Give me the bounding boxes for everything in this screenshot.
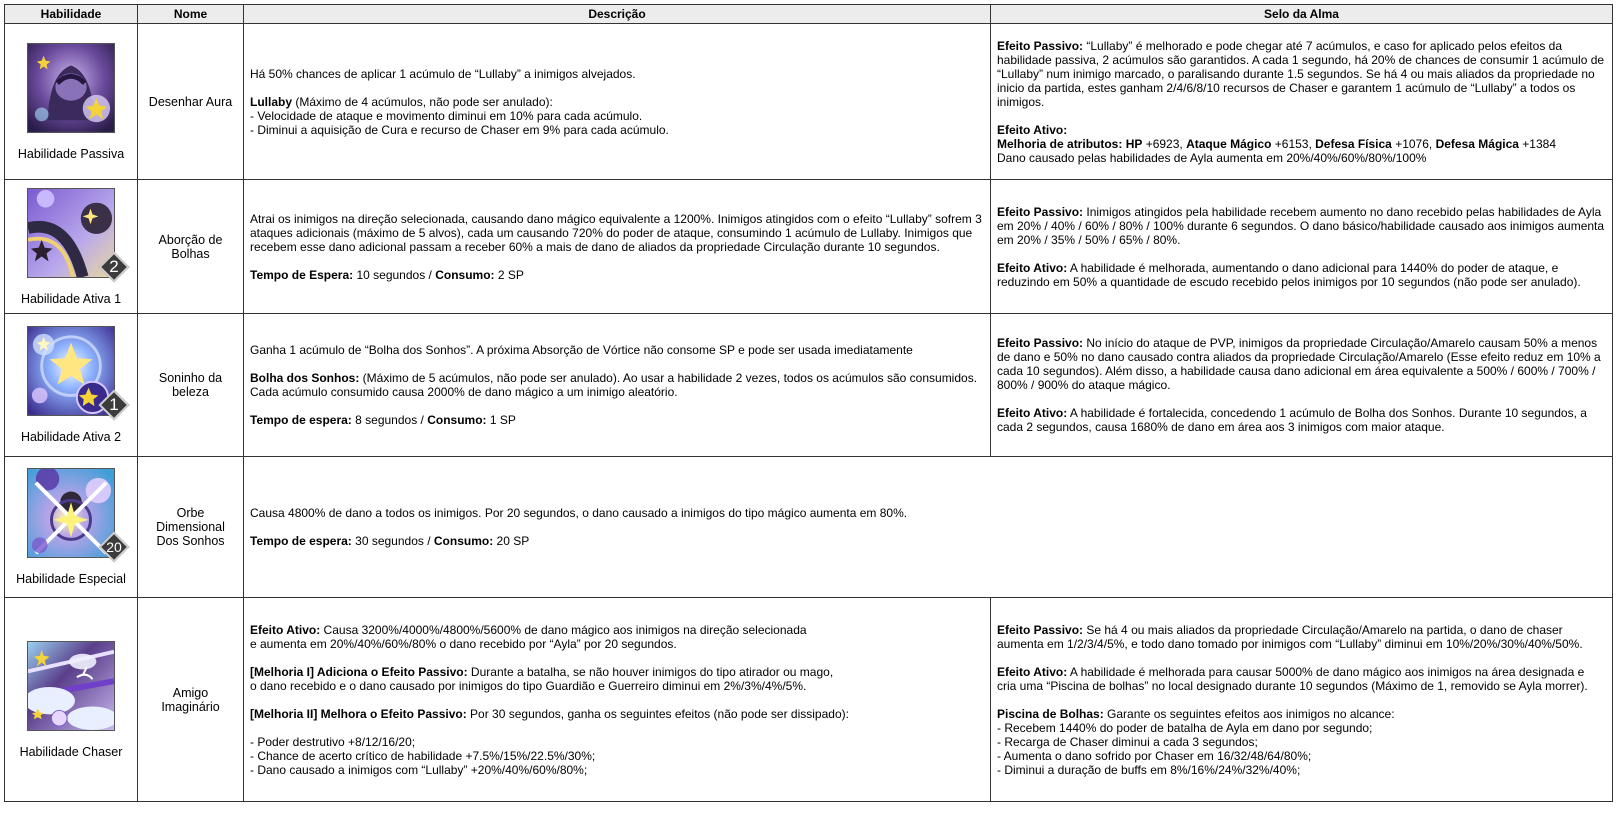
seal-active-label: Efeito Ativo: <box>997 664 1068 679</box>
skill-type-label: Habilidade Chaser <box>19 744 123 759</box>
desc-list-item: - Chance de acerto crítico de habilidade +7.5%/15%/22.5%/30%; <box>250 748 596 763</box>
desc-cooldown <box>250 268 984 282</box>
seal-list-item: - Diminui a duração de buffs em 8%/16%/24%/32%/40%; <box>997 762 1301 777</box>
skill-name: Soninho da beleza <box>138 314 244 457</box>
active-skill-2-icon <box>27 326 119 416</box>
badge-number: 2 <box>109 256 119 276</box>
cost-label: Consumo: <box>433 534 494 548</box>
skill-type-label: Habilidade Ativa 1 <box>20 291 122 306</box>
skill-description <box>244 314 991 457</box>
badge-number: 1 <box>109 395 119 414</box>
soul-seal-cell <box>991 598 1613 802</box>
skills-table <box>4 4 1613 802</box>
hp-value: +6923 <box>1145 136 1180 151</box>
level-badge <box>99 252 129 282</box>
table-row <box>5 24 1613 180</box>
seal-passive-text: Se há 4 ou mais aliados da propriedade Circulação/Amarelo na partida, o dano de chaser aumenta em 1/2/3/4/5%, e todo dano tomado por inimigos com “Lullaby” diminui em 10%/20%/30%/40%/50%. <box>997 622 1583 651</box>
skill-cell <box>5 180 138 314</box>
matk-value: +6153 <box>1274 136 1309 151</box>
seal-list-item: - Recebem 1440% do poder de batalha de Ayla em dano por segundo; <box>997 720 1373 735</box>
skill-cell <box>5 457 138 598</box>
active-skill-1-icon <box>27 188 119 278</box>
seal-active <box>997 261 1606 289</box>
seal-damage-line: Dano causado pelas habilidades de Ayla aumenta em 20%/40%/60%/80%/100% <box>997 150 1427 165</box>
seal-passive-label: Efeito Passivo: <box>997 622 1084 637</box>
cooldown-value: 30 segundos / <box>351 534 434 548</box>
skill-description <box>244 457 1613 598</box>
desc-text: Atrai os inimigos na direção selecionada, causando dano mágico equivalente a 1200%. Inimigos atingidos com o efeito “Lullaby” sofrem 3 ataques adicionais (máximo de 5 alvos), cada um causando 720% do poder de ataque, consumindo 1 acúmulo de Lullaby. Inimigos que recebem esse dano adicional passam a receber 60% a mais de dano de aliados da propriedade Circulação durante 10 segundos. <box>250 211 982 254</box>
soul-seal-cell <box>991 180 1613 314</box>
desc-text-span: (Máximo de 4 acúmulos, não pode ser anulado): <box>292 94 553 109</box>
desc-bold: Bolha dos Sonhos: <box>250 371 360 385</box>
seal-active-text: A habilidade é melhorada para causar 5000% de dano mágico aos inimigos na área designada e cria uma “Piscina de bolhas” no local designado durante 10 segundos (Máximo de 1, removido se Ayla morrer). <box>997 664 1588 693</box>
attr-label: Melhoria de atributos: <box>997 136 1123 151</box>
skill-name: Orbe Dimensional Dos Sonhos <box>138 457 244 598</box>
seal-passive <box>997 336 1606 392</box>
table-row <box>5 180 1613 314</box>
desc-text: Há 50% chances de aplicar 1 acúmulo de “Lullaby” a inimigos alvejados. <box>250 66 636 81</box>
skill-type-label: Habilidade Passiva <box>17 146 125 161</box>
desc-list-item: - Poder destrutivo +8/12/16/20; <box>250 734 416 749</box>
desc-text-span: (Máximo de 5 acúmulos, não pode ser anulado). Ao usar a habilidade 2 vezes, todos os acúmulos são consumidos. Cada acúmulo consumido causa 2000% de dano mágico a um inimigo aleatório. <box>250 371 978 399</box>
hp-label: HP <box>1125 136 1143 151</box>
seal-attributes: Melhoria de atributos: HP +6923, Ataque Mágico +6153, Defesa Física +1076, Defesa Mágica +1384 <box>997 136 1556 151</box>
desc-cooldown <box>250 413 984 427</box>
soul-seal-cell <box>991 24 1613 180</box>
skill-description <box>244 180 991 314</box>
cost-value: 2 SP <box>494 267 524 282</box>
seal-passive-label: Efeito Passivo: <box>997 336 1084 350</box>
skill-description <box>244 24 991 180</box>
seal-passive-label: Efeito Passivo: <box>997 38 1084 53</box>
desc-upgrade-1 <box>250 665 984 679</box>
upgrade-1-label: [Melhoria I] Adiciona o Efeito Passivo: <box>250 664 468 679</box>
desc-active <box>250 623 984 637</box>
seal-pool-label: Piscina de Bolhas: <box>997 706 1104 721</box>
pdef-value: +1076 <box>1395 136 1429 151</box>
header-nome: Nome <box>138 5 244 24</box>
desc-list-item: - Velocidade de ataque e movimento diminui em 10% para cada acúmulo. <box>250 108 643 123</box>
seal-active <box>997 123 1606 137</box>
seal-list-item: - Aumenta o dano sofrido por Chaser em 16/32/48/64/80%; <box>997 748 1312 763</box>
desc-active-label: Efeito Ativo: <box>250 622 321 637</box>
header-descricao: Descrição <box>244 5 991 24</box>
seal-passive <box>997 39 1606 109</box>
seal-active-label: Efeito Ativo: <box>997 406 1068 420</box>
seal-list-item: - Recarga de Chaser diminui a cada 3 segundos; <box>997 734 1258 749</box>
passive-skill-icon <box>27 43 115 133</box>
mdef-label: Defesa Mágica <box>1435 136 1519 151</box>
desc-active-text: e aumenta em 20%/40%/60%/80% o dano recebido por “Ayla” por 20 segundos. <box>250 636 677 651</box>
soul-seal-cell <box>991 314 1613 457</box>
cooldown-value: 10 segundos / <box>353 267 436 282</box>
badge-number: 20 <box>106 539 122 555</box>
seal-active <box>997 406 1606 434</box>
cost-label: Consumo: <box>435 267 495 282</box>
desc-text <box>250 95 984 109</box>
cost-value: 1 SP <box>486 413 516 427</box>
seal-passive-text: “Lullaby” é melhorado e pode chegar até 7 acúmulos, e caso for aplicado pelos efeitos da habilidade passiva, 2 acúmulos são garantidos. A cada 1 segundo, há 20% de chances de consumir 1 acúmulo de “Lullaby” num inimigo marcado, o paralisando durante 1.5 segundos. Se há 4 ou mais aliados da propriedade no inicio da partida, estes ganham 2/4/6/8/10 recursos de Chaser e garantem 1 acúmulo de “Lullaby” a todos os inimigos. <box>997 38 1605 109</box>
skill-name: Desenhar Aura <box>138 24 244 180</box>
desc-text <box>250 371 984 399</box>
seal-pool <box>997 707 1606 721</box>
seal-passive <box>997 205 1606 247</box>
mdef-value: +1384 <box>1522 136 1556 151</box>
cooldown-label: Tempo de Espera: <box>250 267 354 282</box>
seal-active-text: A habilidade é melhorada, aumentando o dano adicional para 1440% do poder de ataque, e reduzindo em 50% a quantidade de escudo recebido pelos inimigos por 10 segundos (não pode ser anulado). <box>997 260 1581 289</box>
skill-cell <box>5 598 138 802</box>
seal-passive-text: No início do ataque de PVP, inimigos da propriedade Circulação/Amarelo causam 50% a menos de dano e 50% no dano causado contra aliados da propriedade Circulação/Amarelo (Esse efeito reduz em 10% a cada 10 segundos). Além disso, a habilidade causa dano adicional em área equivalente a 500% / 600% / 700% / 800% / 900% do ataque mágico. <box>997 336 1601 392</box>
table-row <box>5 598 1613 802</box>
header-selo-da-alma: Selo da Alma <box>991 5 1613 24</box>
upgrade-1-text: Durante a batalha, se não houver inimigos do tipo atirador ou mago, <box>467 664 834 679</box>
chaser-skill-icon <box>27 641 115 731</box>
desc-text: Causa 4800% de dano a todos os inimigos. Por 20 segundos, o dano causado a inimigos do tipo mágico aumenta em 80%. <box>250 506 908 520</box>
seal-active-label: Efeito Ativo: <box>997 260 1068 275</box>
desc-upgrade-2 <box>250 707 984 721</box>
matk-label: Ataque Mágico <box>1186 136 1272 151</box>
cooldown-label: Tempo de espera: <box>250 413 352 427</box>
desc-list-item: - Dano causado a inimigos com “Lullaby” +20%/40%/60%/80%; <box>250 762 588 777</box>
seal-pool-text: Garante os seguintes efeitos aos inimigos no alcance: <box>1103 706 1395 721</box>
header-row <box>5 5 1613 24</box>
desc-list-item: - Diminui a aquisição de Cura e recurso de Chaser em 9% para cada acúmulo. <box>250 122 669 137</box>
upgrade-2-label: [Melhoria II] Melhora o Efeito Passivo: <box>250 706 467 721</box>
table-row <box>5 457 1613 598</box>
desc-cooldown <box>250 534 1606 548</box>
seal-active <box>997 665 1606 693</box>
seal-passive-label: Efeito Passivo: <box>997 204 1084 219</box>
table-row <box>5 314 1613 457</box>
seal-passive <box>997 623 1606 651</box>
skill-type-label: Habilidade Especial <box>16 572 126 586</box>
seal-active-text: A habilidade é fortalecida, concedendo 1 acúmulo de Bolha dos Sonhos. Durante 10 segundos, a cada 2 segundos, causa 1680% de dano em área aos 3 inimigos com maior ataque. <box>997 406 1587 434</box>
seal-active-label: Efeito Ativo: <box>997 122 1068 137</box>
skill-type-label: Habilidade Ativa 2 <box>20 430 122 444</box>
desc-active-text: Causa 3200%/4000%/4800%/5600% de dano mágico aos inimigos na direção selecionada <box>320 622 807 637</box>
cooldown-value: 8 segundos / <box>351 413 428 427</box>
skill-name: Amigo Imaginário <box>138 598 244 802</box>
pdef-label: Defesa Física <box>1315 136 1392 151</box>
level-badge <box>99 532 129 562</box>
desc-bold: Lullaby <box>250 94 293 109</box>
cost-label: Consumo: <box>427 413 487 427</box>
upgrade-1-text: o dano recebido e o dano causado por inimigos do tipo Guardião e Guerreiro diminui em 2%/3%/4%/5%. <box>250 678 807 693</box>
special-skill-icon <box>27 468 122 558</box>
upgrade-2-text: Por 30 segundos, ganha os seguintes efeitos (não pode ser dissipado): <box>466 706 849 721</box>
cost-value: 20 SP <box>493 534 530 548</box>
skill-cell <box>5 24 138 180</box>
skill-cell <box>5 314 138 457</box>
level-badge <box>99 390 129 420</box>
skill-name: Aborção de Bolhas <box>138 180 244 314</box>
desc-text: Ganha 1 acúmulo de “Bolha dos Sonhos”. A próxima Absorção de Vórtice não consome SP e pode ser usada imediatamente <box>250 343 913 357</box>
seal-passive-text: Inimigos atingidos pela habilidade recebem aumento no dano recebido pelas habilidades de Ayla em 20% / 40% / 60% / 80% / 100% durante 6 segundos. O dano básico/habilidade causado aos inimigos aumenta em 20% / 35% / 50% / 65% / 80%. <box>997 204 1605 247</box>
header-habilidade: Habilidade <box>5 5 138 24</box>
cooldown-label: Tempo de espera: <box>250 534 352 548</box>
skill-description <box>244 598 991 802</box>
